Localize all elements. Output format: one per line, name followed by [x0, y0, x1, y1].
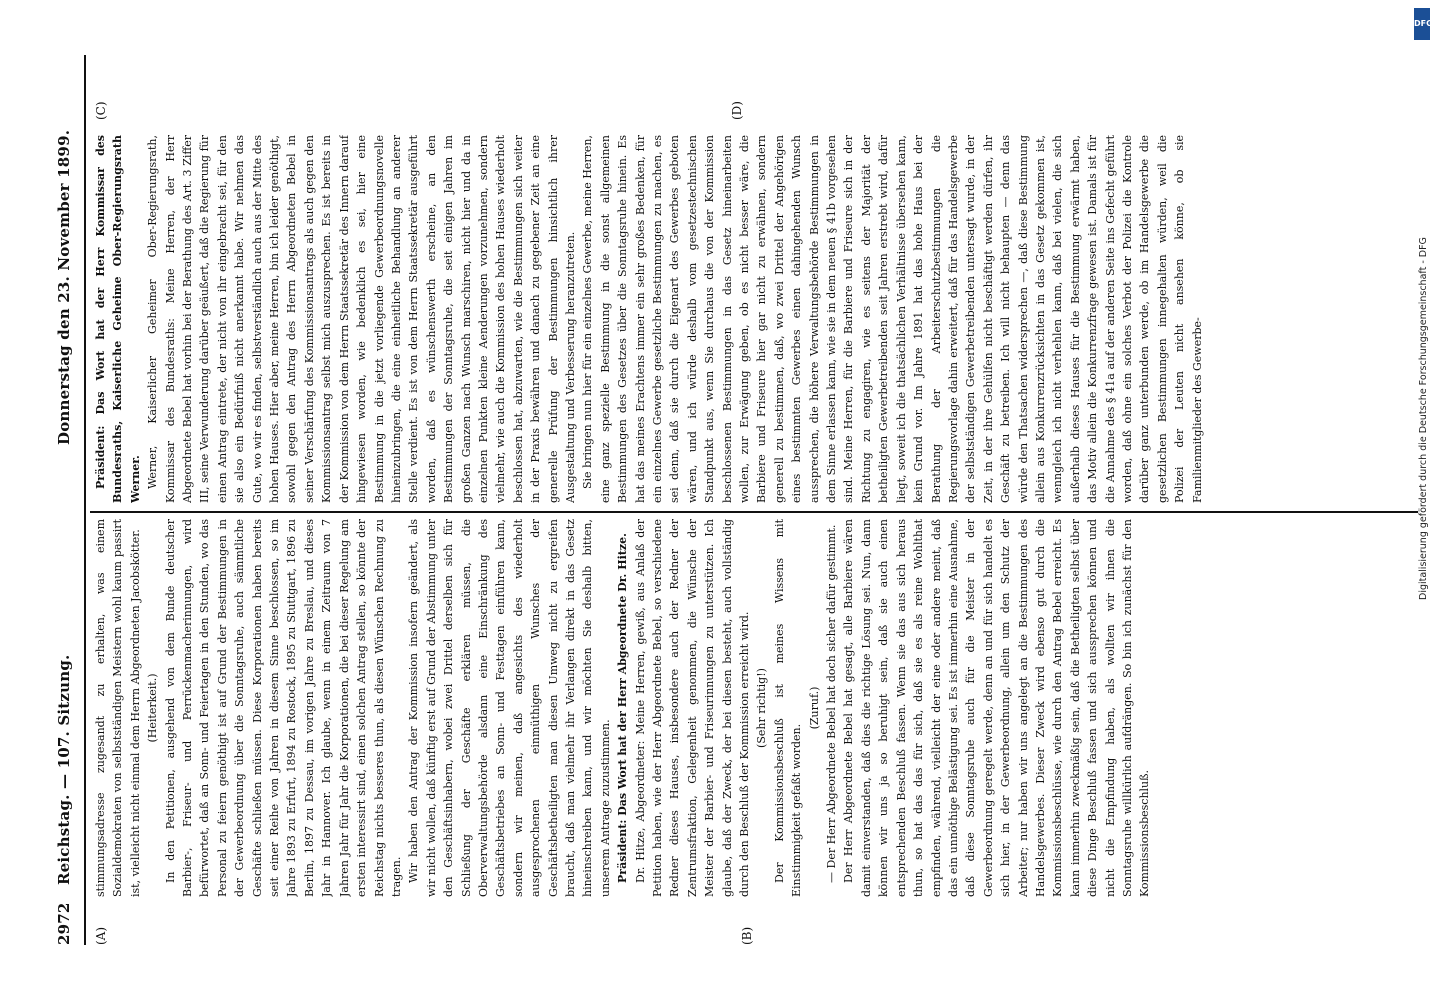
interjection: (Sehr richtig!)	[755, 668, 769, 748]
paragraph: Dr. Hitze, Abgeordneter: Meine Herren, gewiß, aus Anlaß der Petition haben, wie der Herr Abgeordnete Bebel, so verschiedene Redner dieses Hauses, insbesondere auch der Redner der Zentrumsfraktion, Gelegenheit genommen, die Wünsche der Meister der Barbier- und Friseurinnungen zu unterstützen. Ich glaube, daß der Zweck, der bei diesen besteht, auch vollständig durch den Beschluß der Kommission erreicht wird.	[633, 519, 752, 897]
paragraph: Werner, Kaiserlicher Geheimer Ober-Regierungsrath, Kommissar des Bundesraths: Meine Herren, der Herr Abgeordnete Bebel hat vorhin bei der Berathung des Art. 3 Ziffer III, seine Verwunderung darüber geäußert, daß die Regierung für einen Antrag eintrete, der nicht von ihr eingebracht sei, für den sie also ein Bedürfniß nicht anerkannt habe. Wir nehmen das Gute, wo wir es finden, selbstverständlich auch aus der Mitte des hohen Hauses. Hier aber, meine Herren, bin ich leider genöthigt, sowohl gegen den Antrag des Herrn Abgeordneten Bebel in seiner Verschärfung des Kommissionsantrags als auch gegen den Kommissionsantrag selbst mich auszusprechen. Es ist bereits in der Kommission von dem Herrn Staatssekretär des Innern darauf hingewiesen worden, wie bedenklich es sei, hier eine Bestimmung in die jetzt vorliegende Gewerbeordnungsnovelle hineinzubringen, die eine einheitliche Behandlung an anderer Stelle verdient. Es ist von dem Herrn Staatssekretär ausgeführt worden, daß es wünschenswerth erscheine, an den Bestimmungen der Sonntagsruhe, die seit einigen Jahren im großen Ganzen nach Wunsch marschiren, nicht hier und da in einzelnen Punkten kleine Aenderungen vorzunehmen, sondern vielmehr, wie auch die Kommission des hohen Hauses wiederholt beschlossen hat, abzuwarten, wie die Bestimmungen sich weiter in der Praxis bewähren und danach zu gegebener Zeit an eine generelle Prüfung der Bestimmungen hinsichtlich ihrer Ausgestaltung und Verbesserung heranzutreten.	[146, 135, 577, 503]
dfg-logo: DFG	[1414, 8, 1430, 40]
paragraph: Sie bringen nun hier für ein einzelnes Gewerbe, meine Herren, eine ganz spezielle Bestimmung in die sonst allgemeinen Bestimmungen des Gesetzes über die Sonntagsruhe hinein. Es hat das meines Erachtens immer ein sehr großes Bedenken, für ein einzelnes Gewerbe gesetzliche Bestimmungen zu machen, es sei denn, daß sie durch die Eigenart des Gewerbes geboten wären, und ich würde deshalb vom gesetzestechnischen Standpunkt aus, wenn Sie durchaus die von der Kommission beschlossenen Bestimmungen in das Gesetz hineinarbeiten wollen, zur Erwägung geben, ob es nicht besser wäre, die Barbiere und Friseure hier gar nicht zu erwähnen, sondern generell zu bestimmen, daß, wo zwei Drittel der Angehörigen eines bestimmten Gewerbes einen dahingehenden Wunsch aussprechen, die höhere Verwaltungsbehörde Bestimmungen in dem Sinne erlassen kann, wie sie in dem neuen § 41b vorgesehen sind. Meine Herren, für die Barbiere und Friseure sich in der Richtung zu engagiren, wie es seitens der Majorität der betheiligten Gewerbetreibenden seit Jahren erstrebt wird, dafür liegt, soweit ich die thatsächlichen Verhältnisse übersehen kann, kein Grund vor. Im Jahre 1891 hat das hohe Haus bei der Berathung der Arbeiterschutzbestimmungen die Regierungsvorlage dahin erweitert, daß für das Handelsgewerbe der selbstständigen Gewerbetreibenden untersagt wurde, in der Zeit, in der ihre Gehülfen nicht beschäftigt werden dürfen, ihr Geschäft zu betreiben. Ich will nicht behaupten — denn das würde den Thatsachen widersprechen —, daß diese Bestimmung allein aus Konkurrenzrücksichten in das Gesetz gekommen ist, wenngleich ich nicht verhehlen kann, daß bei vielen, die sich außerhalb dieses Hauses für die Bestimmung erwärmt haben, das Motiv allein die Konkurrenzfrage gewesen ist. Damals ist für die Annahme des § 41a auf der anderen Seite ins Gefecht geführt worden, daß ohne ein solches Verbot der Polizei die Kontrole darüber ganz unterbunden werde, ob im Handelsgewerbe die gesetzlichen Bestimmungen innegehalten würden, weil die Polizei der Leuten nicht ansehen könne, ob sie Familienmitglieder des Gewerbe-	[581, 135, 1204, 503]
margin-marker-c: (C)	[94, 101, 108, 120]
session-title: Reichstag. — 107. Sitzung.	[55, 654, 73, 885]
margin-marker-d: (D)	[730, 101, 744, 120]
interjection: (Heiterkeit.)	[146, 673, 160, 743]
right-column	[92, 135, 1412, 503]
paragraph: In den Petitionen, ausgehend von dem Bunde deutscher Barbier-, Friseur- und Perrückenmacherinnungen, wird befürwortet, daß an Sonn- und Feiertagen in den Stunden, wo das Personal zu feiern genöthigt ist auf Grund der Bestimmungen in der Gewerbeordnung über die Sonntagsruhe, auch sämmtliche Geschäfte schließen müssen. Diese Korporationen haben bereits seit einer Reihe von Jahren in diesem Sinne beschlossen, so im Jahre 1893 zu Erfurt, 1894 zu Rostock, 1895 zu Stuttgart, 1896 zu Berlin, 1897 zu Dessau, im vorigen Jahre zu Breslau, und dieses Jahr in Hannover. Ich glaube, wenn in einem Zeitraum von 7 Jahren Jahr für Jahr die Korporationen, die bei dieser Regelung am ersten interessirt sind, einen solchen Antrag stellen, so könnte der Reichstag nichts besseres thun, als diesen Wünschen Rechnung zu tragen.	[163, 519, 403, 897]
header-rule	[84, 55, 86, 945]
dfg-sidebar	[1412, 0, 1434, 1000]
interjection: (Zuruf.)	[807, 686, 821, 730]
page-number: 2972	[55, 902, 73, 945]
paragraph: Der Herr Abgeordnete Bebel hat gesagt, alle Barbiere wären damit einverstanden, daß dies die richtige Lösung sei. Nun, dann können wir uns ja so beruhigt sein, daß sie auch einen entsprechenden Beschluß fassen. Wenn sie das aus sich heraus thun, so hat das das für sich, daß sie es als reine Wohlthat empfinden, während, vielleicht der eine oder andere meint, daß das ein unnöthige Belästigung sei. Es ist immerhin eine Ausnahme, daß diese Sonntagsruhe auch für die Meister in der Gewerbeordnung geregelt werde, denn an und für sich handelt es sich hier, in der Gewerbeordnung, allein um den Schutz der Arbeiter; nur haben wir uns angelegt an die Bestimmungen des Handelsgewerbes. Dieser Zweck wird ebenso gut durch die Kommissionsbeschlüsse, wie durch den Antrag Bebel erreicht. Es kann immerhin zweckmäßig sein, daß die Betheiligten selbst über diese Dinge Beschluß fassen und sich aussprechen können und nicht die Empfindung haben, als wollten wir ihnen die Sonntagsruhe willkürlich aufdrängen. So bin ich zunächst für den Kommissionsbeschluß.	[842, 519, 1152, 897]
paragraph: — Der Herr Abgeordnete Bebel hat doch sicher dafür gestimmt.	[825, 524, 839, 883]
margin-marker-a: (A)	[94, 926, 108, 945]
speaker-announcement: Präsident: Das Wort hat der Herr Abgeordnete Dr. Hitze.	[616, 533, 630, 883]
margin-marker-b: (B)	[740, 926, 754, 945]
paragraph: stimmungsadresse zugesandt zu erhalten, was einem Sozialdemokraten von selbstständigen Meistern wohl kaum passirt ist, vielleicht nicht einmal dem Herrn Abgeordneten Jacobskötter.	[94, 519, 142, 897]
page-header	[55, 60, 79, 945]
column-divider	[90, 511, 1418, 513]
paragraph: Wir haben den Antrag der Kommission insofern geändert, als wir nicht wollen, daß künftig erst auf Grund der Abstimmung unter den Geschäftsinhabern, wobei zwei Drittel derselben sich für Schließung der Geschäfte erklären müssen, die Oberverwaltungsbehörde alsdann eine Einschränkung des Geschäftsbetriebes an Sonn- und Festtagen einführen kann, sondern wir meinen, daß angesichts des wiederholt ausgesprochenen einmüthigen Wunsches der Geschäftsbetheiligten man diesen Umweg nicht zu ergreifen braucht, daß man vielmehr ihr Verlangen direkt in das Gesetz hineinschreiben kann, und wir möchten Sie deshalb bitten, unserem Antrage zuzustimmen.	[407, 519, 612, 897]
session-date: Donnerstag den 23. November 1899.	[55, 129, 73, 445]
left-column	[92, 519, 1412, 897]
paragraph: Der Kommissionsbeschluß ist meines Wissens mit Einstimmigkeit gefaßt worden.	[772, 519, 804, 897]
dfg-credit-text: Digitalisierung gefördert durch die Deutsche Forschungsgemeinschaft - DFG	[1418, 237, 1429, 600]
speaker-announcement: Präsident: Das Wort hat der Herr Kommissar des Bundesraths, Kaiserliche Geheime Ober-Regierungsrath Werner.	[94, 135, 142, 503]
